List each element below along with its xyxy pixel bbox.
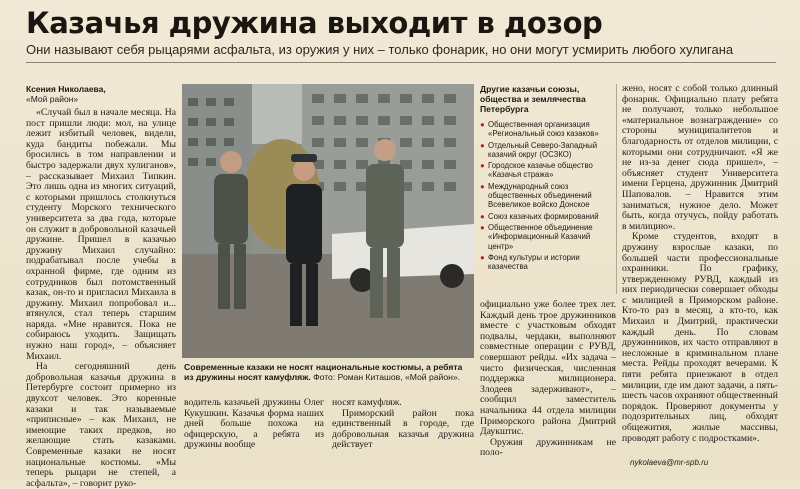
paragraph: «Случай был в начале месяца. На пост пришли люди: мол, на улице лежит избитый человек, видели, куда бандиты побежали. Мы бросились в том направлении и быстро задержали двух хулиганов», – рассказывает Михаил Типкин. Это лишь одна из многих ситуаций, с которыми пришлось столкнуться студенту Морского технического университета за два года, которые он служит в добровольной казачьей дружине. Пришел в казачью дружину Михаил случайно: подрабатывал после учебы в охранной фирме, где одним из сотрудников был потомственный казак, он-то и пригласил Михаила в дружину. Михаил попробовал и... втянулся, стал теперь старшим наряда. «Мне нравится. Пока не собираюсь уходить. Защищать нужно наш город», – объясняет Михаил.	[26, 107, 176, 362]
bullet-icon: ●	[480, 140, 485, 150]
list-item-text: Фонд культуры и истории казачества	[488, 252, 580, 272]
list-item	[480, 212, 616, 221]
sidebar-box	[480, 84, 617, 294]
list-item-text: Отдельный Северо-Западный казачий округ (ОСЗКО)	[488, 140, 598, 159]
paragraph: носят камуфляж.	[332, 397, 402, 408]
photo-credit: Фото: Роман Киташов, «Мой район».	[313, 372, 461, 382]
paragraph: На сегодняшний день добровольная казачья дружина в Петербурге состоит примерно из двухсот человек. Это коренные казаки и так называемые «приписные» – как Михаил, не имеющие таких предков, но желающие стать казаками. Современные казаки не носят национальные костюмы. «Мы теперь рыцари не степей, а асфальта», – говорит руко-	[26, 361, 176, 489]
article-column-3	[332, 398, 474, 470]
article-column-5	[622, 84, 778, 454]
list-item-text: Международный союз общественных объединений Всевеликое войско Донское	[488, 181, 592, 210]
list-item	[480, 141, 616, 160]
photo-caption	[184, 362, 474, 382]
article-column-4	[480, 300, 616, 470]
article-column-1	[26, 107, 176, 489]
list-item	[480, 161, 616, 180]
subheadline: Они называют себя рыцарями асфальта, из оружия у них – только фонарик, но они могут усмирить любого хулигана	[26, 42, 734, 57]
bullet-icon: ●	[480, 161, 485, 171]
list-item	[480, 120, 616, 139]
bullet-icon: ●	[480, 181, 485, 191]
list-item	[480, 223, 616, 251]
paragraph: Кроме студентов, входят в дружину взрослые казаки, по большей части профессиональные охранники. По графику, утвержденному РУВД, каждый из них периодически совершает обходы с милицией в Приморском районе. Кто-то раз в месяц, а кто-то, как Михаил и Дмитрий, практически каждый день. По словам дружинников, их часто отправляют в несложные в криминальном плане места. Рейды проходят вечерами. К пяти ребята приезжают в отдел милиции, где им дают задачи, а пять-шесть часов охраняют общественный порядок. Проверяют документы у подозрительных лиц, обходят общежития, жилые массивы, проводят работу с подростками».	[622, 231, 778, 444]
sidebar-list	[480, 120, 616, 271]
list-item	[480, 182, 616, 210]
article-column-2	[184, 398, 324, 470]
list-item-text: Общественная организация «Региональный союз казаков»	[488, 120, 599, 139]
bullet-icon: ●	[480, 222, 485, 232]
paragraph: Приморский район пока единственный в городе, где добровольная казачья дружина действует	[332, 407, 474, 451]
author-email: nykolaeva@mr-spb.ru	[630, 458, 709, 467]
headline: Казачья дружина выходит в дозор	[26, 6, 603, 40]
byline	[26, 84, 176, 104]
news-photo	[182, 84, 474, 358]
list-item-text: Городское казачье общество «Казачья стража»	[488, 161, 593, 180]
photo-illustration	[182, 84, 474, 358]
list-item-text: Союз казачьих формирований	[488, 211, 599, 221]
bullet-icon: ●	[480, 211, 485, 221]
list-item-text: Общественное объединение «Информационный Казачий центр»	[488, 222, 593, 251]
author-name: Ксения Николаева,	[26, 84, 106, 94]
paragraph: Оружия дружинникам не поло-	[480, 436, 616, 459]
paragraph: водитель казачьей дружины Олег Кукушкин. Казачья форма наших дней больше похожа на офицерскую, а ребята из дружины вообще	[184, 397, 324, 451]
list-item	[480, 253, 616, 272]
bullet-icon: ●	[480, 252, 485, 262]
bullet-icon: ●	[480, 120, 485, 129]
caption-text: Современные казаки не носят национальные костюмы, а ребята из дружины носят камуфляж.	[184, 362, 463, 382]
paragraph: жено, носят с собой только длинный фонарик. Официально плату ребята не получают, только небольшое «материальное вознаграждение» со стороны муниципалитетов и благодарность от отделов милиции, с которыми они сотрудничают. «Я же не из-за денег сюда пришел», – объясняет студент Университета имени Герцена, дружинник Дмитрий Шаповалов. – Нравится этим заниматься, нужное дело. Может быть, когда отучусь, пойду работать в милицию».	[622, 83, 778, 232]
header-divider	[26, 62, 776, 63]
author-outlet: «Мой район»	[26, 94, 79, 104]
paragraph: официально уже более трех лет. Каждый день трое дружинников вместе с участковым обходят подвалы, чердаки, выполняют совместные операции с РУВД, совершают рейды. «Их задача – чисто физическая, численная поддержка милиционера. Злодеев задерживают», – сообщил заместитель начальника 44 отдела милиции Приморского района Дмитрий Даукштис.	[480, 299, 616, 438]
sidebar-title: Другие казачьи союзы, общества и землячества Петербурга	[480, 84, 586, 114]
